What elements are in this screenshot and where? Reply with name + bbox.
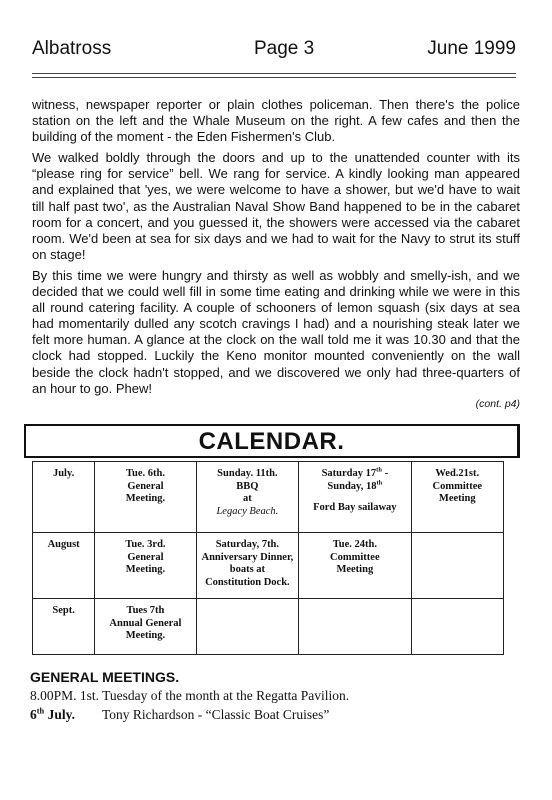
meeting-talk: Tony Richardson - “Classic Boat Cruises” — [102, 707, 330, 722]
event-cell: Saturday, 7th. Anniversary Dinner, boats at Constitution Dock. — [196, 533, 298, 599]
event-cell: Saturday 17th - Sunday, 18th Ford Bay sailaway — [299, 462, 411, 533]
article-body — [32, 97, 520, 402]
meeting-date: 6th July. — [30, 706, 75, 722]
continued-note: (cont. p4) — [475, 398, 520, 410]
month-cell: August — [33, 533, 95, 599]
event-cell: Tue. 24th. Committee Meeting — [299, 533, 411, 599]
general-meetings-schedule: 8.00PM. 1st. Tuesday of the month at the Regatta Pavilion. — [30, 688, 350, 703]
calendar-row-july — [33, 462, 504, 533]
general-meetings-next — [30, 707, 329, 723]
general-meetings-heading: GENERAL MEETINGS. — [30, 669, 180, 685]
event-cell-empty — [411, 599, 503, 655]
page-header — [32, 38, 516, 68]
event-cell: Tue. 3rd. General Meeting. — [95, 533, 196, 599]
calendar-title: CALENDAR. — [198, 428, 345, 455]
calendar-heading-box — [24, 424, 520, 458]
page-number: Page 3 — [254, 38, 315, 59]
event-cell-empty — [299, 599, 411, 655]
event-cell-empty — [411, 533, 503, 599]
newsletter-title: Albatross — [32, 38, 112, 59]
calendar-row-sept — [33, 599, 504, 655]
event-cell: Tues 7th Annual General Meeting. — [95, 599, 196, 655]
event-cell: Sunday. 11th. BBQ at Legacy Beach. — [196, 462, 298, 533]
event-cell: Wed.21st. Committee Meeting — [411, 462, 503, 533]
paragraph: witness, newspaper reporter or plain clothes policeman. Then there's the police station on the left and the Whale Museum on the right. A few cafes and then the building of the moment - the Eden Fishermen's Club. — [32, 97, 520, 145]
month-cell: July. — [33, 462, 95, 533]
calendar-row-august — [33, 533, 504, 599]
event-location: Legacy Beach. — [216, 505, 279, 517]
issue-date: June 1999 — [427, 38, 516, 59]
header-rule-top — [32, 73, 516, 74]
calendar-table — [32, 461, 504, 655]
event-cell: Tue. 6th. General Meeting. — [95, 462, 196, 533]
month-cell: Sept. — [33, 599, 95, 655]
paragraph: By this time we were hungry and thirsty as well as wobbly and smelly-ish, and we decided that we could well fill in some time eating and drinking while we were in this all round catering facility. A couple of schooners of lemon squash (six days at sea had momentarily dulled any scotch cravings I had) and a nourishing steak later we felt more human. A glance at the clock on the wall told me it was 10.30 and that the clock had stopped. Luckily the Keno monitor mounted conveniently on the wall beside the clock hadn't stopped, and we discovered we only had three-quarters of an hour to go. Phew! — [32, 267, 520, 396]
header-rule-bottom — [32, 77, 516, 78]
event-cell-empty — [196, 599, 298, 655]
paragraph: We walked boldly through the doors and up to the unattended counter with its “please ring for service” bell. We rang for service. A kindly looking man appeared and explained that 'yes, we were welcome to have a shower, but we'd have to wait till half past two', as the Australian Naval Show Band happened to be in the cabaret room for a concert, and you guessed it, the showers were accessed via the cabaret room. We'd been at sea for six days and we had to wait for the Navy to strut its stuff on stage! — [32, 150, 520, 262]
